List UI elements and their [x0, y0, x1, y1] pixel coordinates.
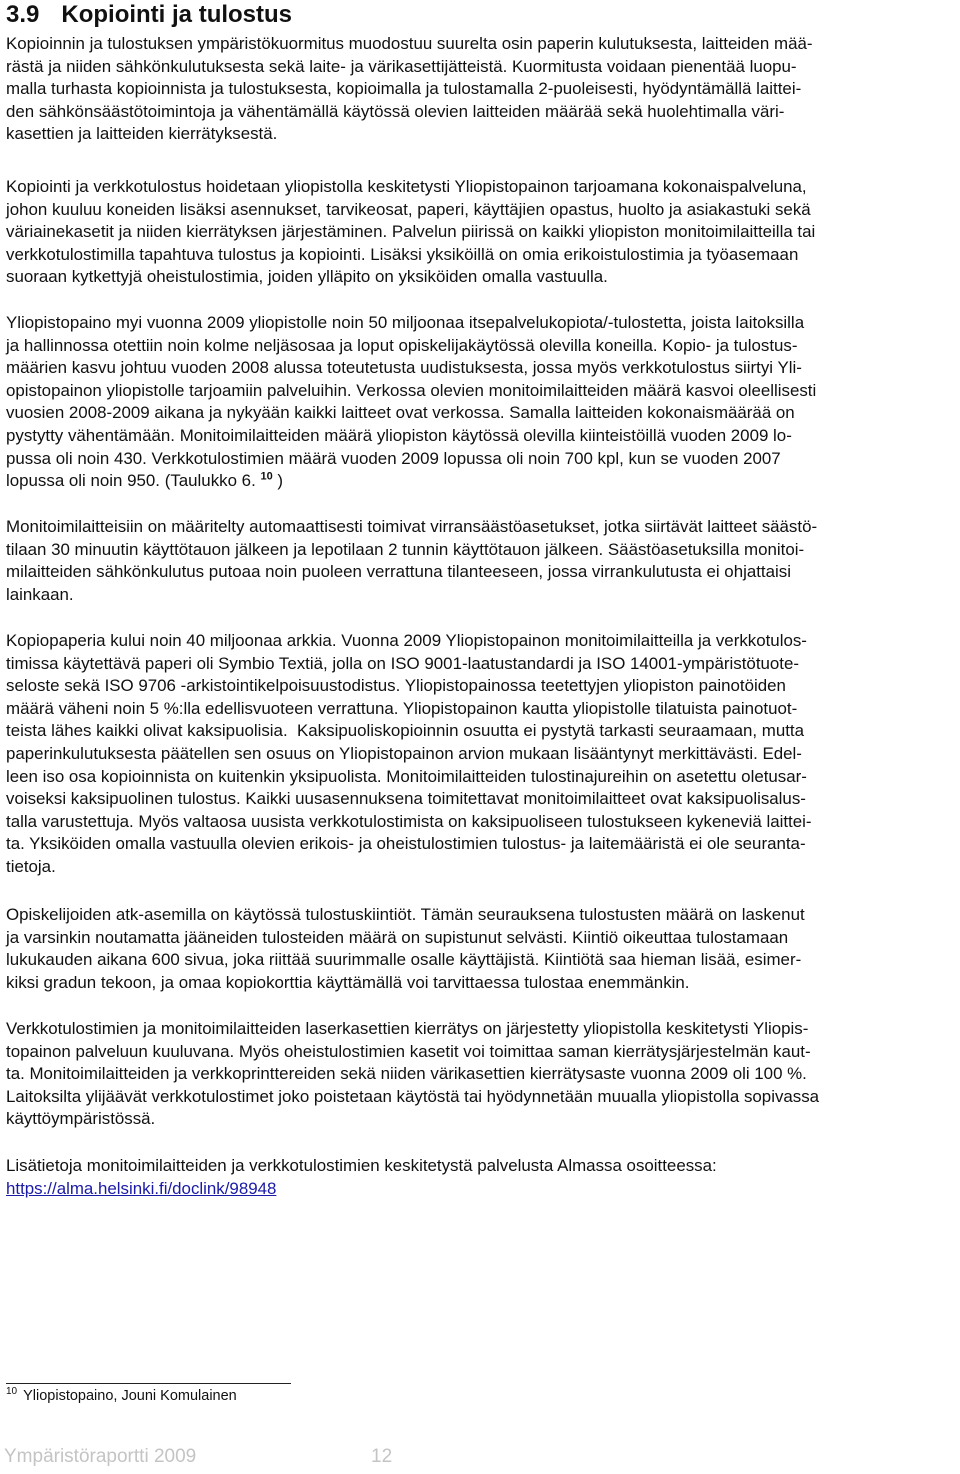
text-line: ta. Yksiköiden omalla vastuulla olevien erikois- ja oheistulostimien tulostus- ja laitemääristä ei ole seuranta-	[6, 834, 806, 854]
text-line: seloste sekä ISO 9706 -arkistointikelpoisuustodistus. Yliopistopainossa teetettyjen yliopiston painotöiden	[6, 676, 786, 696]
paragraph-paper-usage	[6, 630, 956, 879]
text-line: pystytty vähentämään. Monitoimilaitteiden määrä yliopiston käytössä olevilla kiinteistöillä vuoden 2009 lo-	[6, 425, 792, 445]
paragraph-power-saving	[6, 516, 956, 606]
text-fragment: )	[272, 471, 284, 491]
footer-report-title: Ympäristöraportti 2009	[4, 1446, 197, 1467]
text-line: johon kuuluu koneiden lisäksi asennukset, tarvikeosat, paperi, käyttäjien opastus, huolto ja asiakastuki sekä	[6, 199, 811, 219]
text-line: määrien kasvu johtuu vuoden 2008 alussa toteutetusta uudistuksesta, jossa myös verkkotulostus siirtyi Yli-	[6, 358, 802, 378]
text-line: Monitoimilaitteisiin on määritelty automaattisesti toimivat virransäästöasetukset, jotka siirtävät laitteet säästö-	[6, 517, 818, 536]
text-line: määrä väheni noin 5 %:lla edellisvuoteen verrattuna. Yliopistopainon kautta yliopistolle tilatuista painotuot-	[6, 698, 798, 718]
text-line: Verkkotulostimien ja monitoimilaitteiden laserkasettien kierrätys on järjestetty yliopistolla keskitetysti Yliopis-	[6, 1019, 809, 1038]
text-line: Lisätietoja monitoimilaitteiden ja verkkotulostimien keskitetystä palvelusta Almassa osoitteessa:	[6, 1156, 717, 1175]
text-line: ta. Monitoimilaitteiden ja verkkoprinttereiden sekä niiden värikasettien kierrätysaste vuonna 2009 oli 100 %.	[6, 1064, 807, 1084]
footnote-number: 10	[6, 1386, 18, 1398]
text-line: Laitoksilta ylijäävät verkkotulostimet joko poistetaan käytöstä tai hyödynnetään muualla yliopistolla sopivassa	[6, 1086, 820, 1106]
text-line: suoraan kytkettyjä oheistulostimia, joiden ylläpito on yksiköiden omalla vastuulla.	[6, 267, 608, 287]
text-line: lukukauden aikana 600 sivua, joka riittää suurimmalle osalle käyttäjistä. Kiintiötä saa hieman lisää, esimer-	[6, 950, 802, 970]
paragraph-student-quotas	[6, 904, 956, 994]
text-line: väriainekasetit ja niiden kierrätyksen järjestäminen. Palvelun piirissä on kaikki yliopiston monitoimilaitteilla tai	[6, 222, 816, 242]
text-line: kiksi gradun tekoon, ja omaa kopiokorttia käyttämällä voi tarvittaessa tulostaa enemmänkin.	[6, 972, 690, 992]
text-line: timissa käytettävä paperi oli Symbio Textiä, jolla on ISO 9001-laatustandardi ja ISO 14001-ympäristötuote-	[6, 653, 800, 673]
text-line: verkkotulostimilla tapahtuva tulostus ja kopiointi. Lisäksi yksiköillä on omia erikoistulostimia ja työasemaan	[6, 244, 799, 264]
section-heading	[6, 0, 292, 30]
text-line: lainkaan.	[6, 584, 74, 604]
paragraph-centralized-service	[6, 176, 956, 289]
text-line: topainon palveluun kuuluvana. Myös oheistulostimien kasetit voi toimittaa saman kierrätysjärjestelmän kaut-	[6, 1041, 811, 1061]
text-line: leen iso osa kopioinnista on kuitenkin yksipuolista. Monitoimilaitteiden tulostinajureihin on asetettu oletusar-	[6, 766, 807, 786]
text-line: rästä ja niiden sähkönkulutuksesta sekä laite- ja värikasettijätteistä. Kuormitusta voidaan pienentää luopu-	[6, 56, 797, 76]
paragraph-copy-volumes	[6, 312, 956, 493]
text-line: ja varsinkin noutamatta jääneiden tulosteiden määrä on supistunut selvästi. Kiintiö oikeuttaa tulostamaan	[6, 927, 789, 947]
section-number: 3.9	[6, 1, 40, 28]
paragraph-environmental-load	[6, 33, 956, 146]
text-line: käyttöympäristössä.	[6, 1109, 156, 1129]
paragraph-cartridge-recycling	[6, 1018, 956, 1131]
text-line: teista lähes kaikki olivat kaksipuolisia. Kaksipuoliskopioinnin osuutta ei pystytä tarkasti seuraamaan, mutta	[6, 721, 805, 741]
text-line: den sähkönsäästötoimintoja ja vähentämällä käytössä olevien laitteiden määrää sekä huolehtimalla väri-	[6, 101, 785, 121]
text-line: voiseksi kaksipuolinen tulostus. Kaikki uusasennuksena toimitettavat monitoimilaitteet ovat kaksipuolisalus-	[6, 789, 806, 809]
text-fragment: lopussa oli noin 950. (Taulukko 6.	[6, 471, 261, 491]
text-line: Kopiopaperia kului noin 40 miljoonaa arkkia. Vuonna 2009 Yliopistopainon monitoimilaitteilla ja verkkotulos-	[6, 631, 807, 650]
footnote-separator	[6, 1383, 291, 1384]
text-line	[6, 470, 956, 493]
text-line: malla turhasta kopioinnista ja tulostuksesta, kopioimalla ja tulostamalla 2-puoleisesti, hyödyntämällä laittei-	[6, 79, 802, 99]
text-line: Kopiointi ja verkkotulostus hoidetaan yliopistolla keskitetysti Yliopistopainon tarjoamana kokonaispalveluna,	[6, 177, 807, 196]
text-line	[6, 1178, 956, 1201]
text-line: Opiskelijoiden atk-asemilla on käytössä tulostuskiintiöt. Tämän seurauksena tulostusten määrä on laskenut	[6, 905, 805, 924]
text-line: opistopainon yliopistolle tarjoamiin palveluihin. Verkossa olevien monitoimilaitteiden määrä kasvoi oleellisesti	[6, 380, 817, 400]
text-line: talla varustettuja. Myös valtaosa uusista verkkotulostimista on kaksipuoliseen tulostukseen kykeneviä laittei-	[6, 811, 812, 831]
text-line: paperinkulutuksesta päätellen sen osuus on Yliopistopainon arvion mukaan lisääntynyt merkittävästi. Edel-	[6, 743, 802, 763]
text-line: ja hallinnossa otettiin noin kolme neljäsosaa ja loput opiskelijakäytössä olevilla koneilla. Kopio- ja tulostus-	[6, 335, 798, 355]
text-line: Kopioinnin ja tulostuksen ympäristökuormitus muodostuu suurelta osin paperin kulutuksesta, laitteiden mää-	[6, 34, 813, 53]
text-line: tilaan 30 minuutin käyttötauon jälkeen ja lepotilaan 2 tunnin käyttötauon jälkeen. Säästöasetuksilla monitoi-	[6, 539, 805, 559]
text-line: vuosien 2008-2009 aikana ja nykyään kaikki laitteet ovat verkossa. Samalla laitteiden kokonaismäärää on	[6, 403, 795, 423]
footnote-reference[interactable]: 10	[260, 470, 273, 483]
text-line: pussa oli noin 430. Verkkotulostimien määrä vuoden 2009 lopussa oli noin 700 kpl, kun se vuoden 2007	[6, 448, 781, 468]
footnote-text: Yliopistopaino, Jouni Komulainen	[23, 1388, 237, 1404]
text-line: tietoja.	[6, 856, 56, 876]
text-line: kasettien ja laitteiden kierrätyksestä.	[6, 124, 278, 144]
footer-page-number: 12	[371, 1446, 393, 1467]
text-line: milaitteiden sähkönkulutus putoaa noin puoleen verrattuna tilanteeseen, jossa virrankulutusta ei ohjattaisi	[6, 562, 791, 582]
footnote	[6, 1386, 237, 1406]
alma-doclink[interactable]: https://alma.helsinki.fi/doclink/98948	[6, 1178, 277, 1198]
paragraph-more-info	[6, 1155, 956, 1200]
text-line: Yliopistopaino myi vuonna 2009 yliopistolle noin 50 miljoonaa itsepalvelukopiota/-tulostetta, joista laitoksilla	[6, 313, 805, 332]
section-title: Kopiointi ja tulostus	[61, 1, 293, 28]
